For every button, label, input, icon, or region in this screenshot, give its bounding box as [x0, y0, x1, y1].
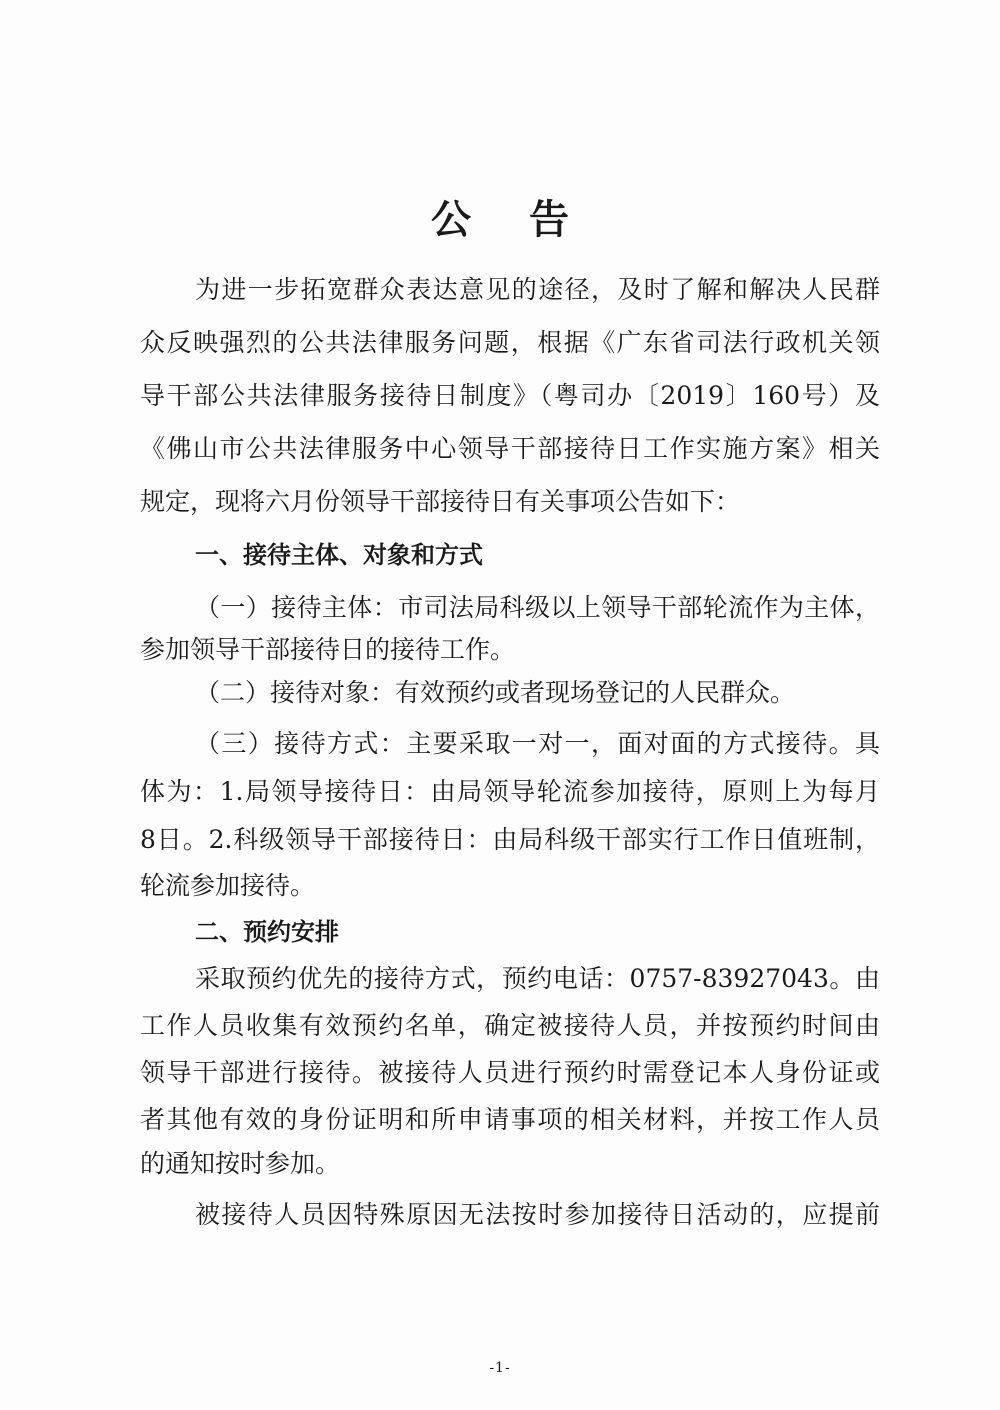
section-2-para-1-line-1: 采取预约优先的接待方式，预约电话：0757-83927043。由 [195, 964, 880, 993]
section-1-item-3-line-4: 轮流参加接待。 [140, 871, 316, 900]
section-1-item-3-line-2: 体为：1.局领导接待日：由局领导轮流参加接待，原则上为每月 [140, 777, 880, 806]
section-1-item-1-line-2: 参加领导干部接待日的接待工作。 [140, 635, 516, 664]
section-2-para-1-line-4: 者其他有效的身份证明和所申请事项的相关材料，并按工作人员 [140, 1105, 880, 1134]
intro-line-3: 导干部公共法律服务接待日制度》（粤司办〔2019〕160号）及 [140, 381, 880, 410]
document-title: 公 告 [431, 197, 591, 243]
page-number: -1- [489, 1360, 511, 1376]
section-1-item-3-line-1: （三）接待方式：主要采取一对一，面对面的方式接待。具 [195, 729, 880, 758]
intro-line-2: 众反映强烈的公共法律服务问题，根据《广东省司法行政机关领 [140, 328, 880, 357]
section-2-heading: 二、预约安排 [195, 918, 339, 946]
intro-line-5: 规定，现将六月份领导干部接待日有关事项公告如下： [140, 487, 741, 516]
section-2-para-2-line-1: 被接待人员因特殊原因无法按时参加接待日活动的，应提前 [195, 1200, 880, 1229]
section-2-para-1-line-3: 领导干部进行接待。被接待人员进行预约时需登记本人身份证或 [140, 1058, 880, 1087]
section-2-para-1-line-5: 的通知按时参加。 [140, 1149, 341, 1178]
section-2-para-1-line-2: 工作人员收集有效预约名单，确定被接待人员，并按预约时间由 [140, 1011, 880, 1040]
section-1-item-1-line-1: （一）接待主体：市司法局科级以上领导干部轮流作为主体， [195, 593, 880, 622]
section-1-item-2-line-1: （二）接待对象：有效预约或者现场登记的人民群众。 [195, 678, 796, 707]
intro-line-1: 为进一步拓宽群众表达意见的途径，及时了解和解决人民群 [195, 275, 880, 304]
section-1-item-3-line-3: 8日。2.科级领导干部接待日：由局科级干部实行工作日值班制， [140, 825, 880, 854]
section-1-heading: 一、接待主体、对象和方式 [195, 541, 483, 569]
intro-line-4: 《佛山市公共法律服务中心领导干部接待日工作实施方案》相关 [140, 434, 880, 463]
